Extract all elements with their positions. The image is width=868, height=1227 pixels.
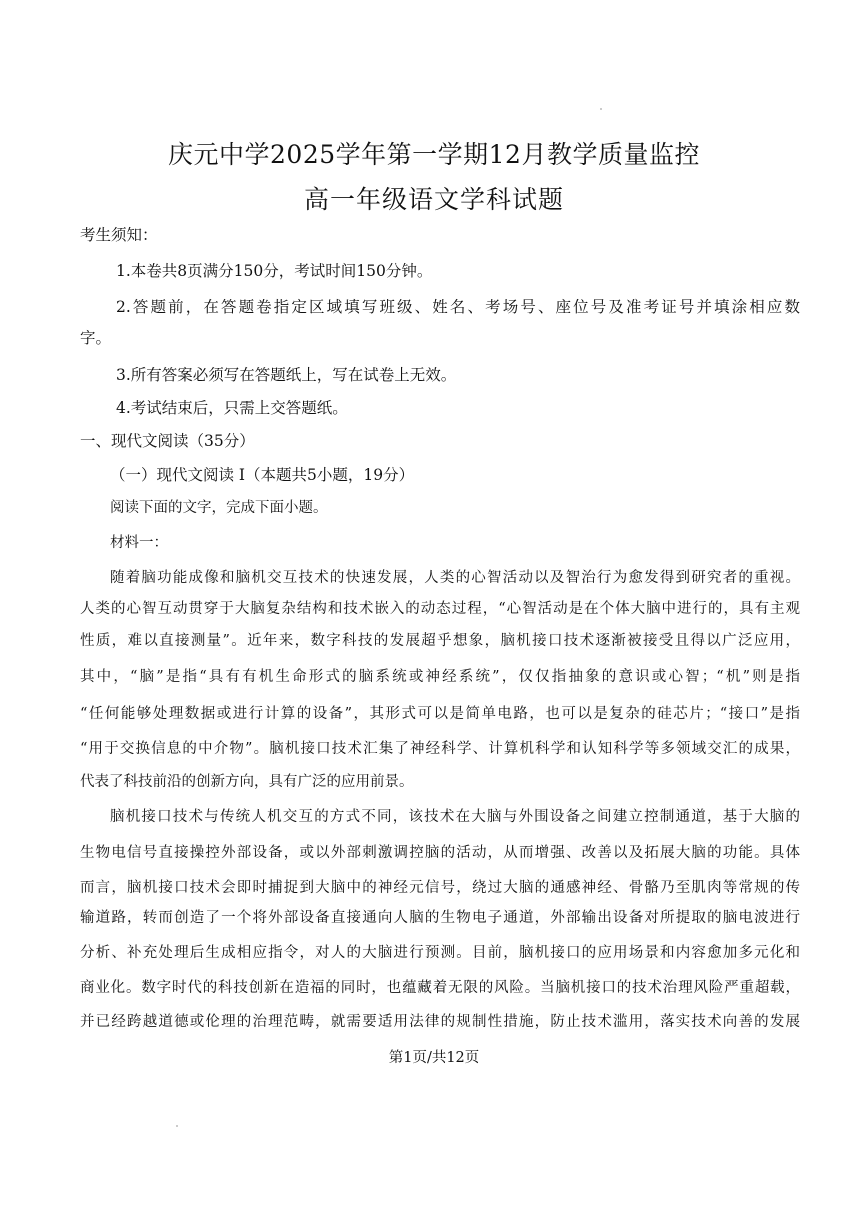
paragraph-line: “用于交换信息的中介物”。脑机接口技术汇集了神经科学、计算机科学和认知科学等多领域交汇的成果， (80, 741, 800, 757)
page-footer: 第1页/共12页 (388, 1050, 480, 1066)
reading-instruction: 阅读下面的文字，完成下面小题。 (110, 500, 328, 516)
paragraph-line: 随着脑功能成像和脑机交互技术的快速发展，人类的心智活动以及智治行为愈发得到研究者的重视。 (110, 570, 800, 586)
notice-item-2-continued: 字。 (80, 329, 112, 347)
notice-item-3: 3.所有答案必须写在答题纸上，写在试卷上无效。 (116, 366, 457, 384)
paragraph-line: 商业化。数字时代的科技创新在造福的同时，也蕴藏着无限的风险。当脑机接口的技术治理风险严重超载， (80, 980, 800, 996)
notice-heading: 考生须知： (80, 226, 158, 244)
paragraph-line: 性质，难以直接测量”。近年来，数字科技的发展超乎想象，脑机接口技术逐渐被接受且得以广泛应用， (80, 633, 800, 649)
paragraph-line: 代表了科技前沿的创新方向，具有广泛的应用前景。 (80, 774, 414, 790)
paragraph-line: 而言，脑机接口技术会即时捕捉到大脑中的神经元信号，绕过大脑的通感神经、骨骼乃至肌肉等常规的传 (80, 880, 800, 896)
notice-item-1: 1.本卷共8页满分150分，考试时间150分钟。 (116, 262, 433, 280)
notice-item-4: 4.考试结束后，只需上交答题纸。 (116, 399, 348, 417)
notice-item-2: 2.答题前，在答题卷指定区域填写班级、姓名、考场号、座位号及准考证号并填涂相应数 (116, 298, 800, 316)
paragraph-line: 并已经跨越道德或伦理的治理范畴，就需要适用法律的规制性措施，防止技术滥用，落实技术向善的发展 (80, 1014, 800, 1030)
scan-speck (176, 1125, 178, 1127)
paragraph-line: 人类的心智互动贯穿于大脑复杂结构和技术嵌入的动态过程，“心智活动是在个体大脑中进行的，具有主观 (80, 601, 800, 617)
section-heading: 一、现代文阅读（35分） (80, 432, 255, 450)
scan-speck (600, 108, 602, 110)
material-label: 材料一： (110, 535, 168, 551)
paragraph-line: 分析、补充处理后生成相应指令，对人的大脑进行预测。目前，脑机接口的应用场景和内容愈加多元化和 (80, 945, 800, 961)
paragraph-line: 输道路，转而创造了一个将外部设备直接通向人脑的生物电子通道，外部输出设备对所提取的脑电波进行 (80, 910, 800, 926)
exam-title: 庆元中学2025学年第一学期12月教学质量监控 (168, 140, 700, 169)
subsection-heading: （一）现代文阅读 I（本题共5小题，19分） (110, 466, 415, 484)
exam-subtitle: 高一年级语文学科试题 (303, 185, 564, 214)
paragraph-line: 生物电信号直接操控外部设备，或以外部刺激调控脑的活动，从而增强、改善以及拓展大脑的功能。具体 (80, 845, 800, 861)
paragraph-line: “任何能够处理数据或进行计算的设备”，其形式可以是简单电路，也可以是复杂的硅芯片；“接口”是指 (80, 706, 800, 722)
paragraph-line: 其中，“脑”是指“具有有机生命形式的脑系统或神经系统”，仅仅指抽象的意识或心智；“机”则是指 (80, 669, 800, 685)
paragraph-line: 脑机接口技术与传统人机交互的方式不同，该技术在大脑与外围设备之间建立控制通道，基于大脑的 (110, 809, 800, 825)
